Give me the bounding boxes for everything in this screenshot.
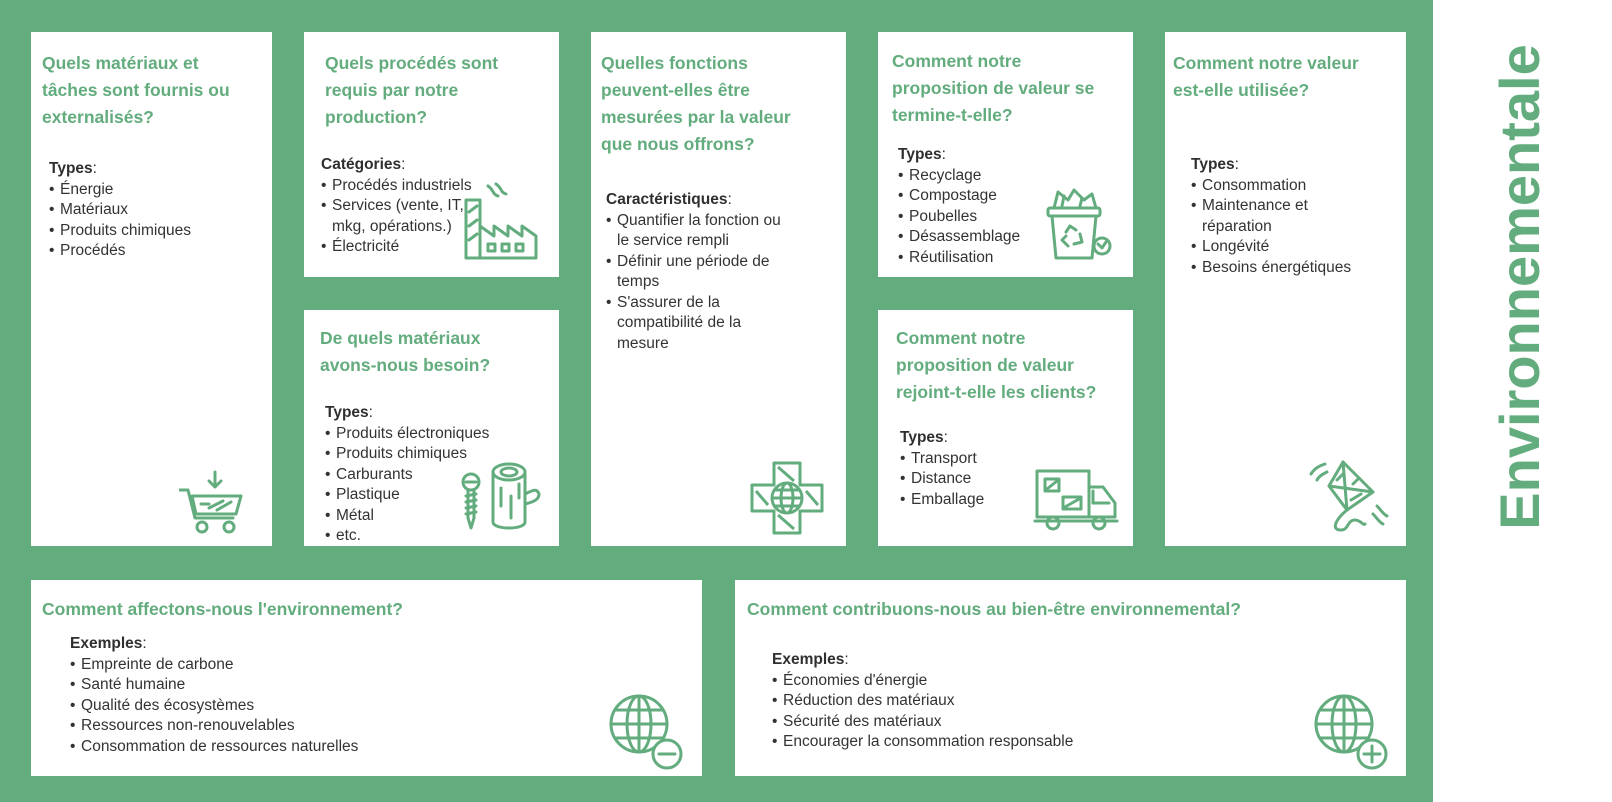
- list-label: Types: [1191, 156, 1235, 173]
- card-benefits-list: Exemples: • Économies d'énergie • Réduction des matériaux • Sécurité des matériaux • Encourager la consommation responsable: [772, 650, 1192, 753]
- list-item-text: Recyclage: [909, 166, 982, 184]
- card-distribution: [878, 310, 1133, 546]
- card-processes-title: [325, 50, 555, 131]
- list-item: [49, 241, 269, 262]
- card-impacts-title: [42, 596, 682, 623]
- list-item-text: Réutilisation: [909, 248, 994, 266]
- card-impacts-list: Exemples: • Empreinte de carbone • Santé humaine • Qualité des écosystèmes • Ressources non-renouvelables • Consommation de ressources naturelles: [70, 634, 490, 757]
- list-label: Caractéristiques: [606, 191, 728, 208]
- list-item: [898, 166, 1118, 187]
- list-label: Types: [898, 146, 942, 163]
- globe-plus-icon: [1310, 690, 1390, 770]
- kite-icon: [1307, 458, 1391, 534]
- list-item-text: Emballage: [911, 490, 985, 508]
- recycle-bin-icon: [1044, 188, 1112, 262]
- card-benefits: [735, 580, 1406, 776]
- list-item: [70, 737, 490, 758]
- list-item-text: Matériaux: [60, 201, 129, 218]
- factory-icon: [462, 182, 542, 262]
- title-line: que nous offrons?: [601, 134, 755, 154]
- screw-and-log-icon: [457, 460, 547, 532]
- list-label: Types: [325, 404, 369, 421]
- list-item-text: Définir une période de temps: [617, 252, 770, 290]
- list-item-text: Poubelles: [909, 207, 978, 225]
- card-end-of-life: [878, 32, 1133, 277]
- list-item: [606, 211, 836, 252]
- list-item-text: Transport: [911, 449, 977, 467]
- title-line: production?: [325, 107, 428, 127]
- title-line: avons-nous besoin?: [320, 355, 491, 375]
- title-line: Comment affectons-nous l'environnement?: [42, 599, 403, 619]
- list-item-text: Empreinte de carbone: [81, 655, 234, 673]
- list-item-text: Sécurité des matériaux: [783, 712, 942, 730]
- list-item-text: Besoins énergétiques: [1202, 258, 1352, 276]
- list-item-text: Électricité: [332, 238, 400, 255]
- title-line: rejoint-t-elle les clients?: [896, 382, 1097, 402]
- title-line: mesurées par la valeur: [601, 107, 791, 127]
- list-item: [772, 712, 1192, 733]
- card-use-list: Types: • Consommation • Maintenance et réparation • Longévité • Besoins énergétiques: [1191, 155, 1401, 278]
- title-line: tâches sont fournis ou: [42, 80, 230, 100]
- list-item-text: Carburants: [336, 465, 413, 483]
- list-label: Types: [49, 160, 93, 177]
- title-line: Comment notre: [892, 51, 1022, 71]
- card-distribution-title: [896, 325, 1132, 406]
- list-item-text: etc.: [336, 527, 361, 544]
- list-item: [1191, 237, 1401, 258]
- title-line: requis par notre: [325, 80, 459, 100]
- list-item: [70, 696, 490, 717]
- title-line: Comment notre valeur: [1173, 53, 1359, 73]
- title-line: proposition de valeur: [896, 355, 1074, 375]
- card-functions-title: [601, 50, 841, 158]
- list-item: [70, 655, 490, 676]
- title-line: termine-t-elle?: [892, 105, 1013, 125]
- title-line: proposition de valeur se: [892, 78, 1095, 98]
- list-item-text: Compostage: [909, 187, 997, 204]
- side-title-text: Environnementale: [1488, 44, 1551, 530]
- title-line: peuvent-elles être: [601, 80, 750, 100]
- card-impacts: [31, 580, 702, 776]
- card-benefits-title: [747, 596, 1387, 623]
- card-outsourced-list: Types: • Énergie • Matériaux • Produits chimiques • Procédés: [49, 159, 269, 262]
- globe-minus-icon: [605, 690, 685, 770]
- title-line: Quels matériaux et: [42, 53, 199, 73]
- list-item-text: Produits électroniques: [336, 424, 490, 442]
- list-item: [325, 424, 550, 445]
- list-item-text: Procédés industriels: [332, 176, 472, 194]
- list-item: [49, 200, 269, 221]
- list-item-text: Services (vente, IT, mkg, opérations.): [332, 197, 464, 235]
- list-item: [1191, 196, 1401, 237]
- list-item: [772, 732, 1192, 753]
- list-item-text: Qualité des écosystèmes: [81, 696, 255, 714]
- list-item-text: Encourager la consommation responsable: [783, 733, 1074, 750]
- list-item-text: Ressources non-renouvelables: [81, 717, 295, 734]
- card-processes: [304, 32, 559, 277]
- card-functions-list: Caractéristiques: • Quantifier la fonction ou le service rempli • Définir une période de temps • S'assurer de la compatibilité de la mesure: [606, 190, 836, 354]
- list-item-text: Consommation: [1202, 176, 1307, 194]
- list-item-text: Plastique: [336, 486, 400, 503]
- list-item-text: Distance: [911, 470, 972, 487]
- list-item: [606, 252, 836, 293]
- list-item-text: Énergie: [60, 180, 114, 198]
- shopping-cart-icon: [179, 468, 247, 536]
- list-item-text: Réduction des matériaux: [783, 692, 955, 709]
- list-item: [772, 691, 1192, 712]
- list-item: [772, 671, 1192, 692]
- list-item-text: Longévité: [1202, 238, 1270, 255]
- list-item-text: Produits chimiques: [336, 445, 467, 462]
- side-title: [1488, 40, 1551, 534]
- list-item-text: S'assurer de la compatibilité de la mesure: [617, 293, 742, 352]
- list-item-text: Maintenance et réparation: [1202, 197, 1308, 235]
- list-label: Exemples: [772, 651, 845, 668]
- list-item-text: Procédés: [60, 242, 126, 259]
- title-line: De quels matériaux: [320, 328, 481, 348]
- title-line: Comment contribuons-nous au bien-être environnemental?: [747, 599, 1241, 619]
- list-item-text: Quantifier la fonction ou le service rempli: [617, 211, 781, 249]
- card-materials-list: Types: • Produits électroniques • Produits chimiques • Carburants • Plastique • Métal • etc.: [325, 403, 550, 547]
- card-materials-title: [320, 325, 550, 379]
- card-outsourced-title: [42, 50, 267, 131]
- title-line: Quels procédés sont: [325, 53, 499, 73]
- delivery-truck-icon: [1033, 467, 1119, 531]
- title-line: est-elle utilisée?: [1173, 80, 1310, 100]
- list-item-text: Économies d'énergie: [783, 671, 928, 689]
- title-line: Comment notre: [896, 328, 1026, 348]
- title-line: externalisés?: [42, 107, 154, 127]
- title-line: Quelles fonctions: [601, 53, 748, 73]
- list-item-text: Consommation de ressources naturelles: [81, 737, 359, 755]
- list-item: [70, 675, 490, 696]
- list-label: Types: [900, 429, 944, 446]
- list-item: [49, 221, 269, 242]
- list-item-text: Produits chimiques: [60, 221, 191, 239]
- list-item: [1191, 258, 1401, 279]
- card-use: [1165, 32, 1406, 546]
- card-outsourced: [31, 32, 272, 546]
- card-processes-list: Catégories: • Procédés industriels • Services (vente, IT, mkg, opérations.) • Électricité: [321, 155, 541, 258]
- list-label: Exemples: [70, 635, 143, 652]
- card-end-of-life-title: [892, 48, 1128, 129]
- list-item-text: Désassemblage: [909, 228, 1021, 245]
- card-end-of-life-list: Types: • Recyclage • Compostage • Poubelles • Désassemblage • Réutilisation: [898, 145, 1118, 268]
- card-materials: [304, 310, 559, 546]
- list-item: [70, 716, 490, 737]
- list-item: [900, 449, 1120, 470]
- list-item: [49, 180, 269, 201]
- globe-cross-icon: [750, 461, 824, 535]
- list-item-text: Santé humaine: [81, 676, 186, 693]
- card-functions: [591, 32, 846, 546]
- list-label: Catégories: [321, 156, 402, 173]
- card-use-title: [1173, 50, 1403, 104]
- list-item: [1191, 176, 1401, 197]
- list-item-text: Métal: [336, 506, 374, 524]
- list-item: [606, 293, 836, 355]
- card-distribution-list: Types: • Transport • Distance • Emballage: [900, 428, 1120, 510]
